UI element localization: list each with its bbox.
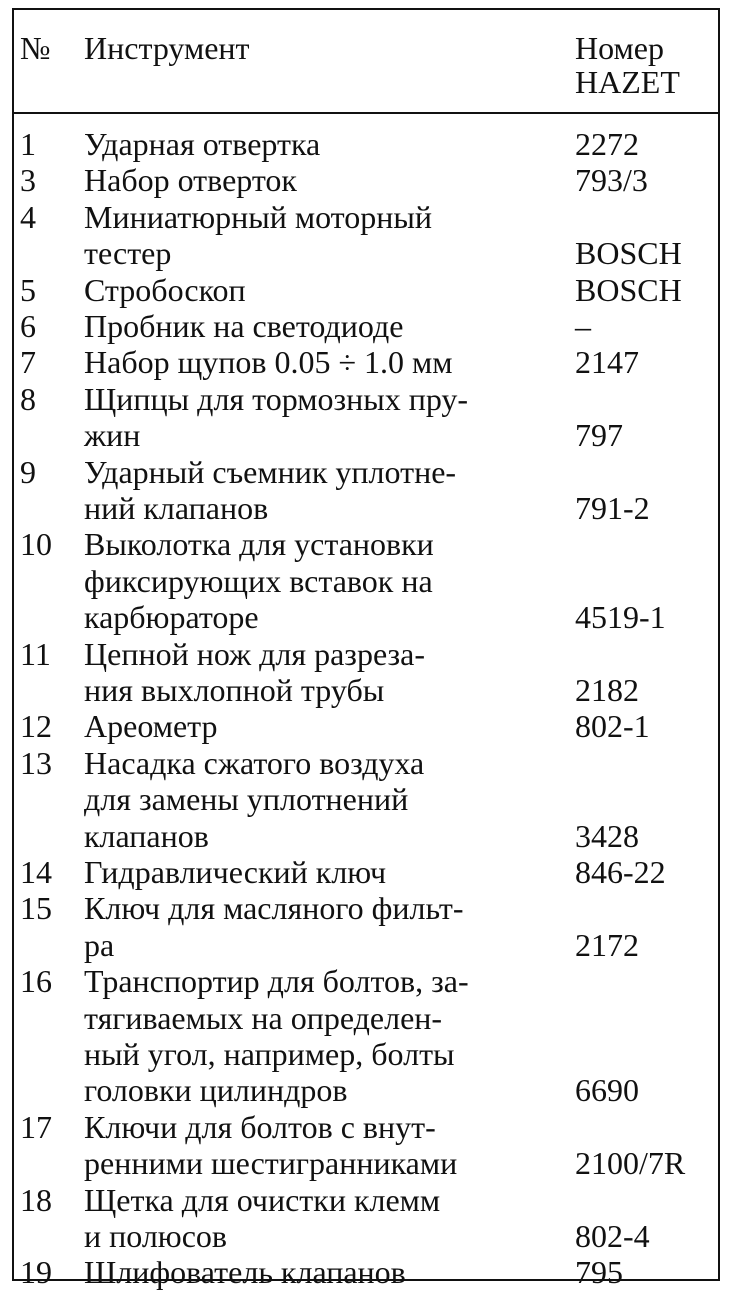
row-hazet-code: 2172 (575, 926, 639, 963)
row-tool-name: жин (84, 417, 141, 454)
row-number: 6 (20, 308, 36, 344)
row-tool-name: Набор отверток (84, 162, 297, 199)
row-tool-name: Транспортир для болтов, за- (84, 963, 469, 1000)
row-tool-name: фиксирующих вставок на (84, 562, 433, 599)
row-tool-name: Щипцы для тормозных пру- (84, 380, 469, 417)
row-tool-name: Гидравлический ключ (84, 854, 387, 890)
row-tool-name: ренними шестигранниками (84, 1145, 458, 1182)
row-number: 19 (20, 1254, 52, 1291)
row-tool-name: карбюраторе (84, 599, 259, 636)
row-number: 16 (20, 963, 52, 1000)
row-hazet-code: 2272 (575, 126, 639, 162)
row-tool-name: тестер (84, 235, 172, 272)
row-tool-name: Набор щупов 0.05 ÷ 1.0 мм (84, 344, 453, 381)
row-number: 14 (20, 854, 52, 890)
row-number: 4 (20, 198, 36, 235)
row-tool-name: Ударный съемник уплотне- (84, 453, 457, 490)
row-number: 5 (20, 271, 36, 308)
row-tool-name: и полюсов (84, 1218, 228, 1254)
row-hazet-code: 795 (575, 1254, 623, 1291)
row-tool-name: Пробник на светодиоде (84, 308, 404, 344)
row-tool-name: Ключи для болтов с внут- (84, 1108, 436, 1145)
row-tool-name: ный угол, например, болты (84, 1036, 455, 1072)
row-number: 12 (20, 708, 52, 745)
row-hazet-code: 797 (575, 417, 623, 454)
row-tool-name: Насадка сжатого воздуха (84, 744, 425, 781)
row-number: 7 (20, 344, 36, 381)
row-number: 9 (20, 453, 36, 490)
row-hazet-code: 2182 (575, 672, 639, 708)
row-hazet-code: 6690 (575, 1072, 639, 1109)
row-number: 13 (20, 744, 52, 781)
row-hazet-code: – (575, 308, 591, 344)
row-hazet-code: 793/3 (575, 162, 648, 199)
row-tool-name: Ареометр (84, 708, 218, 745)
header-tool: Инструмент (84, 30, 250, 66)
row-number: 10 (20, 526, 52, 563)
header-number: № (20, 30, 51, 66)
row-tool-name: для замены уплотнений (84, 781, 409, 818)
row-tool-name: Ударная отвертка (84, 126, 321, 162)
row-tool-name: Стробоскоп (84, 271, 246, 308)
row-number: 11 (20, 635, 51, 672)
row-tool-name: Миниатюрный моторный (84, 198, 432, 235)
row-number: 15 (20, 890, 52, 927)
row-tool-name: Шлифователь клапанов (84, 1254, 406, 1291)
row-hazet-code: 802-1 (575, 708, 650, 745)
row-hazet-code: 2100/7R (575, 1145, 686, 1182)
row-tool-name: ра (84, 926, 115, 963)
row-tool-name: головки цилиндров (84, 1072, 348, 1109)
row-tool-name: ний клапанов (84, 490, 269, 526)
header-divider (12, 112, 720, 114)
row-tool-name: Выколотка для установки (84, 526, 434, 563)
row-number: 8 (20, 380, 36, 417)
row-tool-name: Ключ для масляного фильт- (84, 890, 464, 927)
row-tool-name: клапанов (84, 817, 209, 854)
header-code-line2: HAZET (575, 64, 680, 100)
row-hazet-code: 846-22 (575, 854, 666, 890)
row-hazet-code: 2147 (575, 344, 639, 381)
row-hazet-code: 3428 (575, 817, 639, 854)
row-number: 1 (20, 126, 36, 162)
row-number: 17 (20, 1108, 52, 1145)
row-hazet-code: BOSCH (575, 271, 682, 308)
row-hazet-code: 791-2 (575, 490, 650, 526)
row-number: 3 (20, 162, 36, 199)
header-code-line1: Номер (575, 30, 664, 66)
row-hazet-code: BOSCH (575, 235, 682, 272)
row-hazet-code: 802-4 (575, 1218, 650, 1254)
row-tool-name: ния выхлопной трубы (84, 672, 385, 708)
row-tool-name: тягиваемых на определен- (84, 999, 443, 1036)
row-hazet-code: 4519-1 (575, 599, 666, 636)
row-tool-name: Щетка для очистки клемм (84, 1181, 441, 1218)
row-tool-name: Цепной нож для разреза- (84, 635, 426, 672)
row-number: 18 (20, 1181, 52, 1218)
